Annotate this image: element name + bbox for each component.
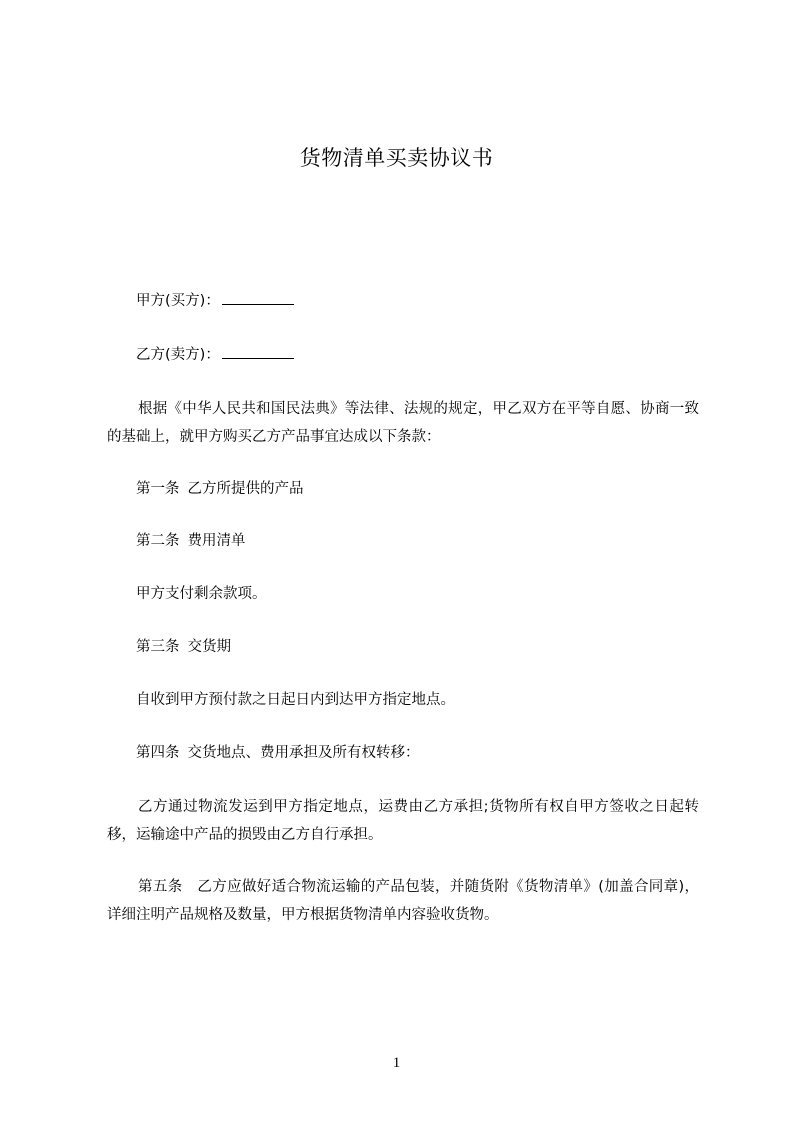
article-3-title: 交货期	[187, 639, 231, 655]
party-b-line	[136, 344, 294, 366]
article-4-heading	[136, 742, 420, 764]
article-1-heading	[136, 478, 304, 500]
party-b-label: 乙方(卖方)：	[136, 347, 220, 363]
article-1-title: 乙方所提供的产品	[187, 481, 304, 497]
party-a-blank[interactable]	[222, 290, 294, 305]
preamble-paragraph: 根据《中华人民共和国民法典》等法律、法规的规定，甲乙双方在平等自愿、协商一致的基础上，就甲方购买乙方产品事宜达成以下条款：	[107, 401, 699, 445]
article-2-heading	[136, 530, 246, 552]
article-1-number: 第一条	[136, 481, 180, 497]
article-2-body: 甲方支付剩余款项。	[136, 586, 267, 602]
article-2-title: 费用清单	[187, 533, 246, 549]
article-3-body: 自收到甲方预付款之日起日内到达甲方指定地点。	[136, 692, 455, 708]
article-4-body: 乙方通过物流发运到甲方指定地点，运费由乙方承担;货物所有权自甲方签收之日起转移，运输途中产品的损毁由乙方自行承担。	[107, 799, 699, 843]
article-2-number: 第二条	[136, 533, 180, 549]
article-4-number: 第四条	[136, 745, 180, 761]
party-a-line	[136, 290, 294, 312]
article-4-title: 交货地点、费用承担及所有权转移：	[187, 745, 420, 761]
party-a-label: 甲方(买方)：	[136, 293, 220, 309]
article-3-heading	[136, 636, 231, 658]
article-5-paragraph: 第五条 乙方应做好适合物流运输的产品包装，并随货附《货物清单》(加盖合同章)，详细注明产品规格及数量，甲方根据货物清单内容验收货物。	[107, 879, 699, 923]
document-title: 货物清单买卖协议书	[299, 146, 494, 170]
article-3-number: 第三条	[136, 639, 180, 655]
party-b-blank[interactable]	[222, 344, 294, 359]
page-number: 1	[392, 1055, 401, 1071]
